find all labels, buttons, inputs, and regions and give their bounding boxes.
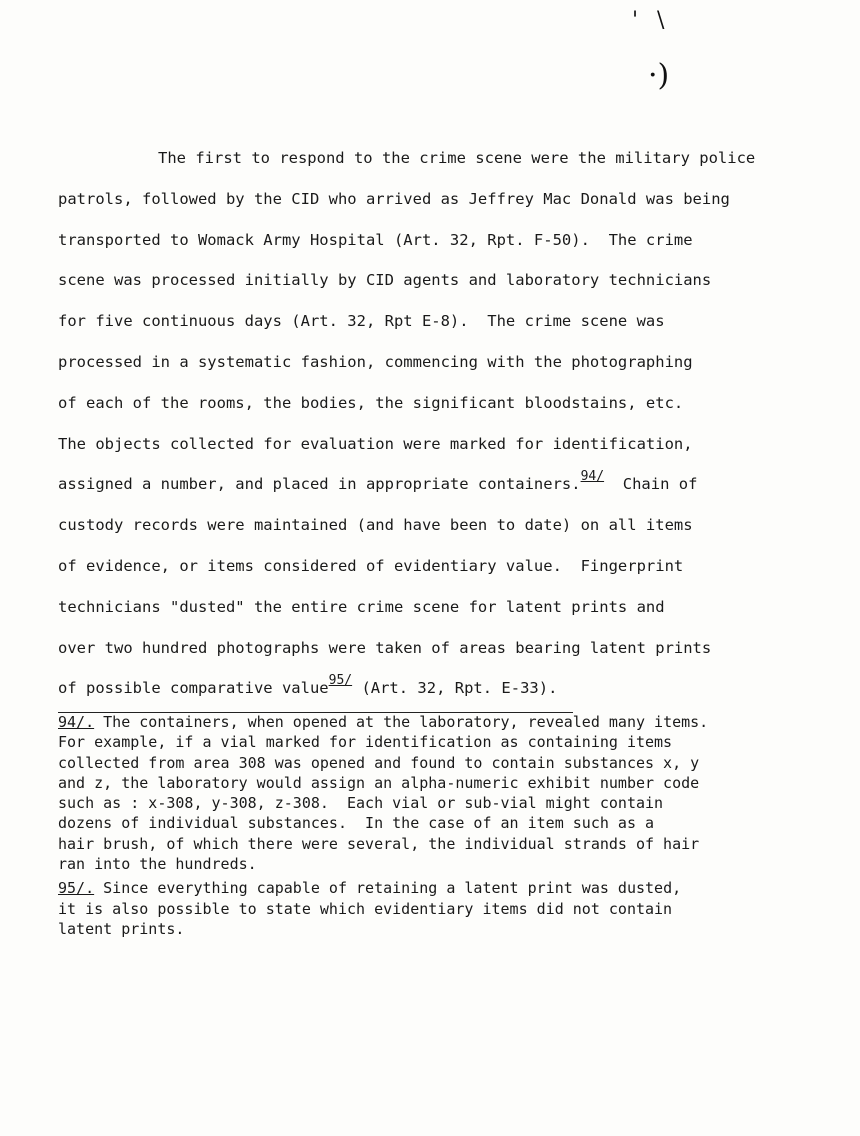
footnote-94-line: collected from area 308 was opened and found to contain substances x, y: [58, 753, 700, 772]
footnote-94-line: ran into the hundreds.: [58, 855, 257, 874]
footnote-94-line: hair brush, of which there were several, the individual strands of hair: [58, 834, 700, 853]
footnote-94-line: dozens of individual substances. In the case of an item such as a: [58, 814, 655, 833]
footnotes-section: [58, 712, 818, 939]
body-line: The objects collected for evaluation were marked for identification,: [58, 434, 693, 453]
body-line: of evidence, or items considered of evidentiary value. Fingerprint: [58, 556, 684, 575]
body-line-text: assigned a number, and placed in appropriate containers.: [58, 475, 581, 494]
footnote-reference-95: 95/: [328, 673, 353, 689]
footnote-94-label: 94/.: [58, 713, 95, 731]
footnote-94-text: The containers, when opened at the laboratory, revealed many items.: [94, 713, 709, 731]
body-line-text: of possible comparative value: [58, 679, 329, 698]
body-line: The first to respond to the crime scene were the military police: [158, 149, 756, 167]
footnote-94-line: [58, 712, 818, 732]
footnote-95-line: it is also possible to state which evidentiary items did not contain: [58, 899, 673, 918]
footnote-95-label: 95/.: [58, 879, 95, 898]
body-line: [58, 668, 818, 709]
footnote-95-line: [58, 878, 818, 898]
body-line: of each of the rooms, the bodies, the significant bloodstains, etc.: [58, 393, 684, 412]
body-line: [58, 464, 818, 505]
body-line: over two hundred photographs were taken of areas bearing latent prints: [58, 638, 712, 657]
body-line: for five continuous days (Art. 32, Rpt E-8). The crime scene was: [58, 312, 665, 331]
footnote-94-line: such as : x-308, y-308, z-308. Each vial or sub-vial might contain: [58, 794, 664, 813]
handwritten-mark-top: ' \: [632, 8, 671, 33]
handwritten-mark-bottom: ·): [648, 58, 670, 93]
footnote-95-line: latent prints.: [58, 919, 185, 938]
footnote-reference-94: 94/: [580, 469, 605, 485]
body-line: transported to Womack Army Hospital (Art. 32, Rpt. F-50). The crime: [58, 230, 693, 249]
footnote-95-text: Since everything capable of retaining a latent print was dusted,: [94, 879, 682, 898]
footnote-94-line: For example, if a vial marked for identification as containing items: [58, 733, 673, 752]
body-line: technicians "dusted" the entire crime scene for latent prints and: [58, 597, 665, 616]
footnote-94-line: and z, the laboratory would assign an alpha-numeric exhibit number code: [58, 773, 700, 792]
body-line-text: (Art. 32, Rpt. E-33).: [352, 679, 558, 698]
body-line-text: Chain of: [604, 475, 698, 494]
body-line: scene was processed initially by CID agents and laboratory technicians: [58, 271, 712, 290]
body-line: custody records were maintained (and have been to date) on all items: [58, 516, 693, 535]
body-paragraph: [58, 138, 818, 709]
body-line: patrols, followed by the CID who arrived as Jeffrey Mac Donald was being: [58, 189, 730, 208]
body-line: processed in a systematic fashion, commencing with the photographing: [58, 352, 693, 371]
